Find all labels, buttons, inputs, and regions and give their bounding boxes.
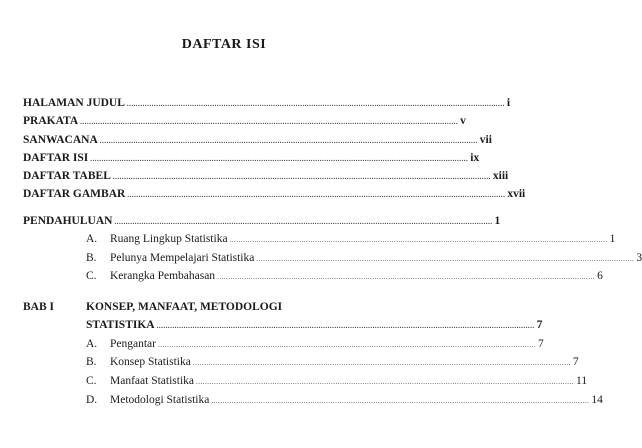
toc-entry-page: xiii	[492, 170, 509, 182]
toc-entry-sanwacana[interactable]	[23, 133, 492, 148]
dot-leader: ........................................................................................................................................................................	[80, 118, 459, 126]
toc-subentry[interactable]	[110, 269, 603, 284]
toc-entry-pendahuluan[interactable]	[23, 214, 501, 229]
dot-leader: ........................................................................................................................................................................	[99, 137, 478, 145]
toc-entry-page: 7	[536, 319, 543, 331]
toc-entry-label: DAFTAR TABEL	[23, 170, 111, 182]
toc-entry-label: Manfaat Statistika	[110, 375, 194, 387]
toc-entry-page: i	[506, 97, 511, 109]
dot-leader: ........................................................................................................................................................................	[196, 378, 574, 386]
section-letter: D.	[86, 394, 98, 406]
toc-entry-bab1[interactable]	[86, 318, 543, 333]
dot-leader: ........................................................................................................................................................................	[192, 359, 571, 367]
page-title: DAFTAR ISI	[181, 37, 267, 52]
section-letter: C.	[86, 375, 97, 387]
section-letter: A.	[86, 338, 98, 350]
toc-entry-page: 7	[572, 356, 579, 368]
dot-leader: ........................................................................................................................................................................	[126, 100, 505, 108]
toc-entry-page: 11	[576, 375, 588, 387]
toc-entry-prakata[interactable]	[23, 114, 466, 129]
toc-entry-label: PRAKATA	[23, 115, 79, 127]
toc-entry-daftar-tabel[interactable]	[23, 169, 509, 184]
dot-leader: ........................................................................................................................................................................	[156, 322, 535, 330]
toc-entry-daftar-gambar[interactable]	[23, 187, 526, 202]
toc-entry-label: PENDAHULUAN	[23, 215, 113, 227]
dot-leader: ........................................................................................................................................................................	[229, 236, 608, 244]
toc-entry-page: 7	[537, 338, 544, 350]
toc-subentry[interactable]	[110, 232, 616, 247]
dot-leader: ........................................................................................................................................................................	[211, 397, 590, 405]
dot-leader: ........................................................................................................................................................................	[127, 191, 506, 199]
section-letter: A.	[86, 233, 98, 245]
toc-entry-label: Pengantar	[110, 338, 156, 350]
section-letter: B.	[86, 252, 97, 264]
toc-entry-page: 1	[609, 233, 616, 245]
section-letter: B.	[86, 356, 97, 368]
toc-entry-halaman-judul[interactable]	[23, 96, 511, 111]
toc-entry-page: ix	[470, 152, 480, 164]
toc-entry-label: Kerangka Pembahasan	[110, 270, 216, 282]
dot-leader: ........................................................................................................................................................................	[90, 155, 469, 163]
toc-entry-page: xvii	[507, 188, 526, 200]
dot-leader: ........................................................................................................................................................................	[114, 218, 493, 226]
toc-entry-label: SANWACANA	[23, 134, 98, 146]
toc-entry-label: HALAMAN JUDUL	[23, 97, 125, 109]
toc-entry-label: Metodologi Statistika	[110, 394, 210, 406]
section-letter: C.	[86, 270, 97, 282]
toc-subentry[interactable]	[110, 337, 544, 352]
toc-entry-page: v	[460, 115, 466, 127]
toc-subentry[interactable]	[110, 393, 603, 408]
toc-entry-daftar-isi[interactable]	[23, 151, 480, 166]
toc-subentry[interactable]	[110, 251, 642, 266]
dot-leader: ........................................................................................................................................................................	[217, 273, 596, 281]
toc-entry-label: Konsep Statistika	[110, 356, 191, 368]
toc-entry-label: Ruang Lingkup Statistika	[110, 233, 228, 245]
toc-entry-page: 14	[591, 394, 603, 406]
toc-entry-page: vii	[479, 134, 492, 146]
chapter-title-line1: KONSEP, MANFAAT, METODOLOGI	[86, 301, 283, 313]
toc-entry-label: STATISTIKA	[86, 319, 155, 331]
dot-leader: ........................................................................................................................................................................	[112, 173, 491, 181]
toc-entry-label: DAFTAR ISI	[23, 152, 89, 164]
dot-leader: ........................................................................................................................................................................	[256, 255, 635, 263]
dot-leader: ........................................................................................................................................................................	[157, 341, 536, 349]
toc-entry-page: 1	[494, 215, 501, 227]
toc-entry-page: 3	[636, 252, 642, 264]
toc-entry-label: Pelunya Mempelajari Statistika	[110, 252, 255, 264]
toc-entry-page: 6	[597, 270, 603, 282]
toc-entry-label: DAFTAR GAMBAR	[23, 188, 126, 200]
toc-subentry[interactable]	[110, 355, 579, 370]
chapter-number: BAB I	[23, 301, 54, 313]
toc-subentry[interactable]	[110, 374, 588, 389]
